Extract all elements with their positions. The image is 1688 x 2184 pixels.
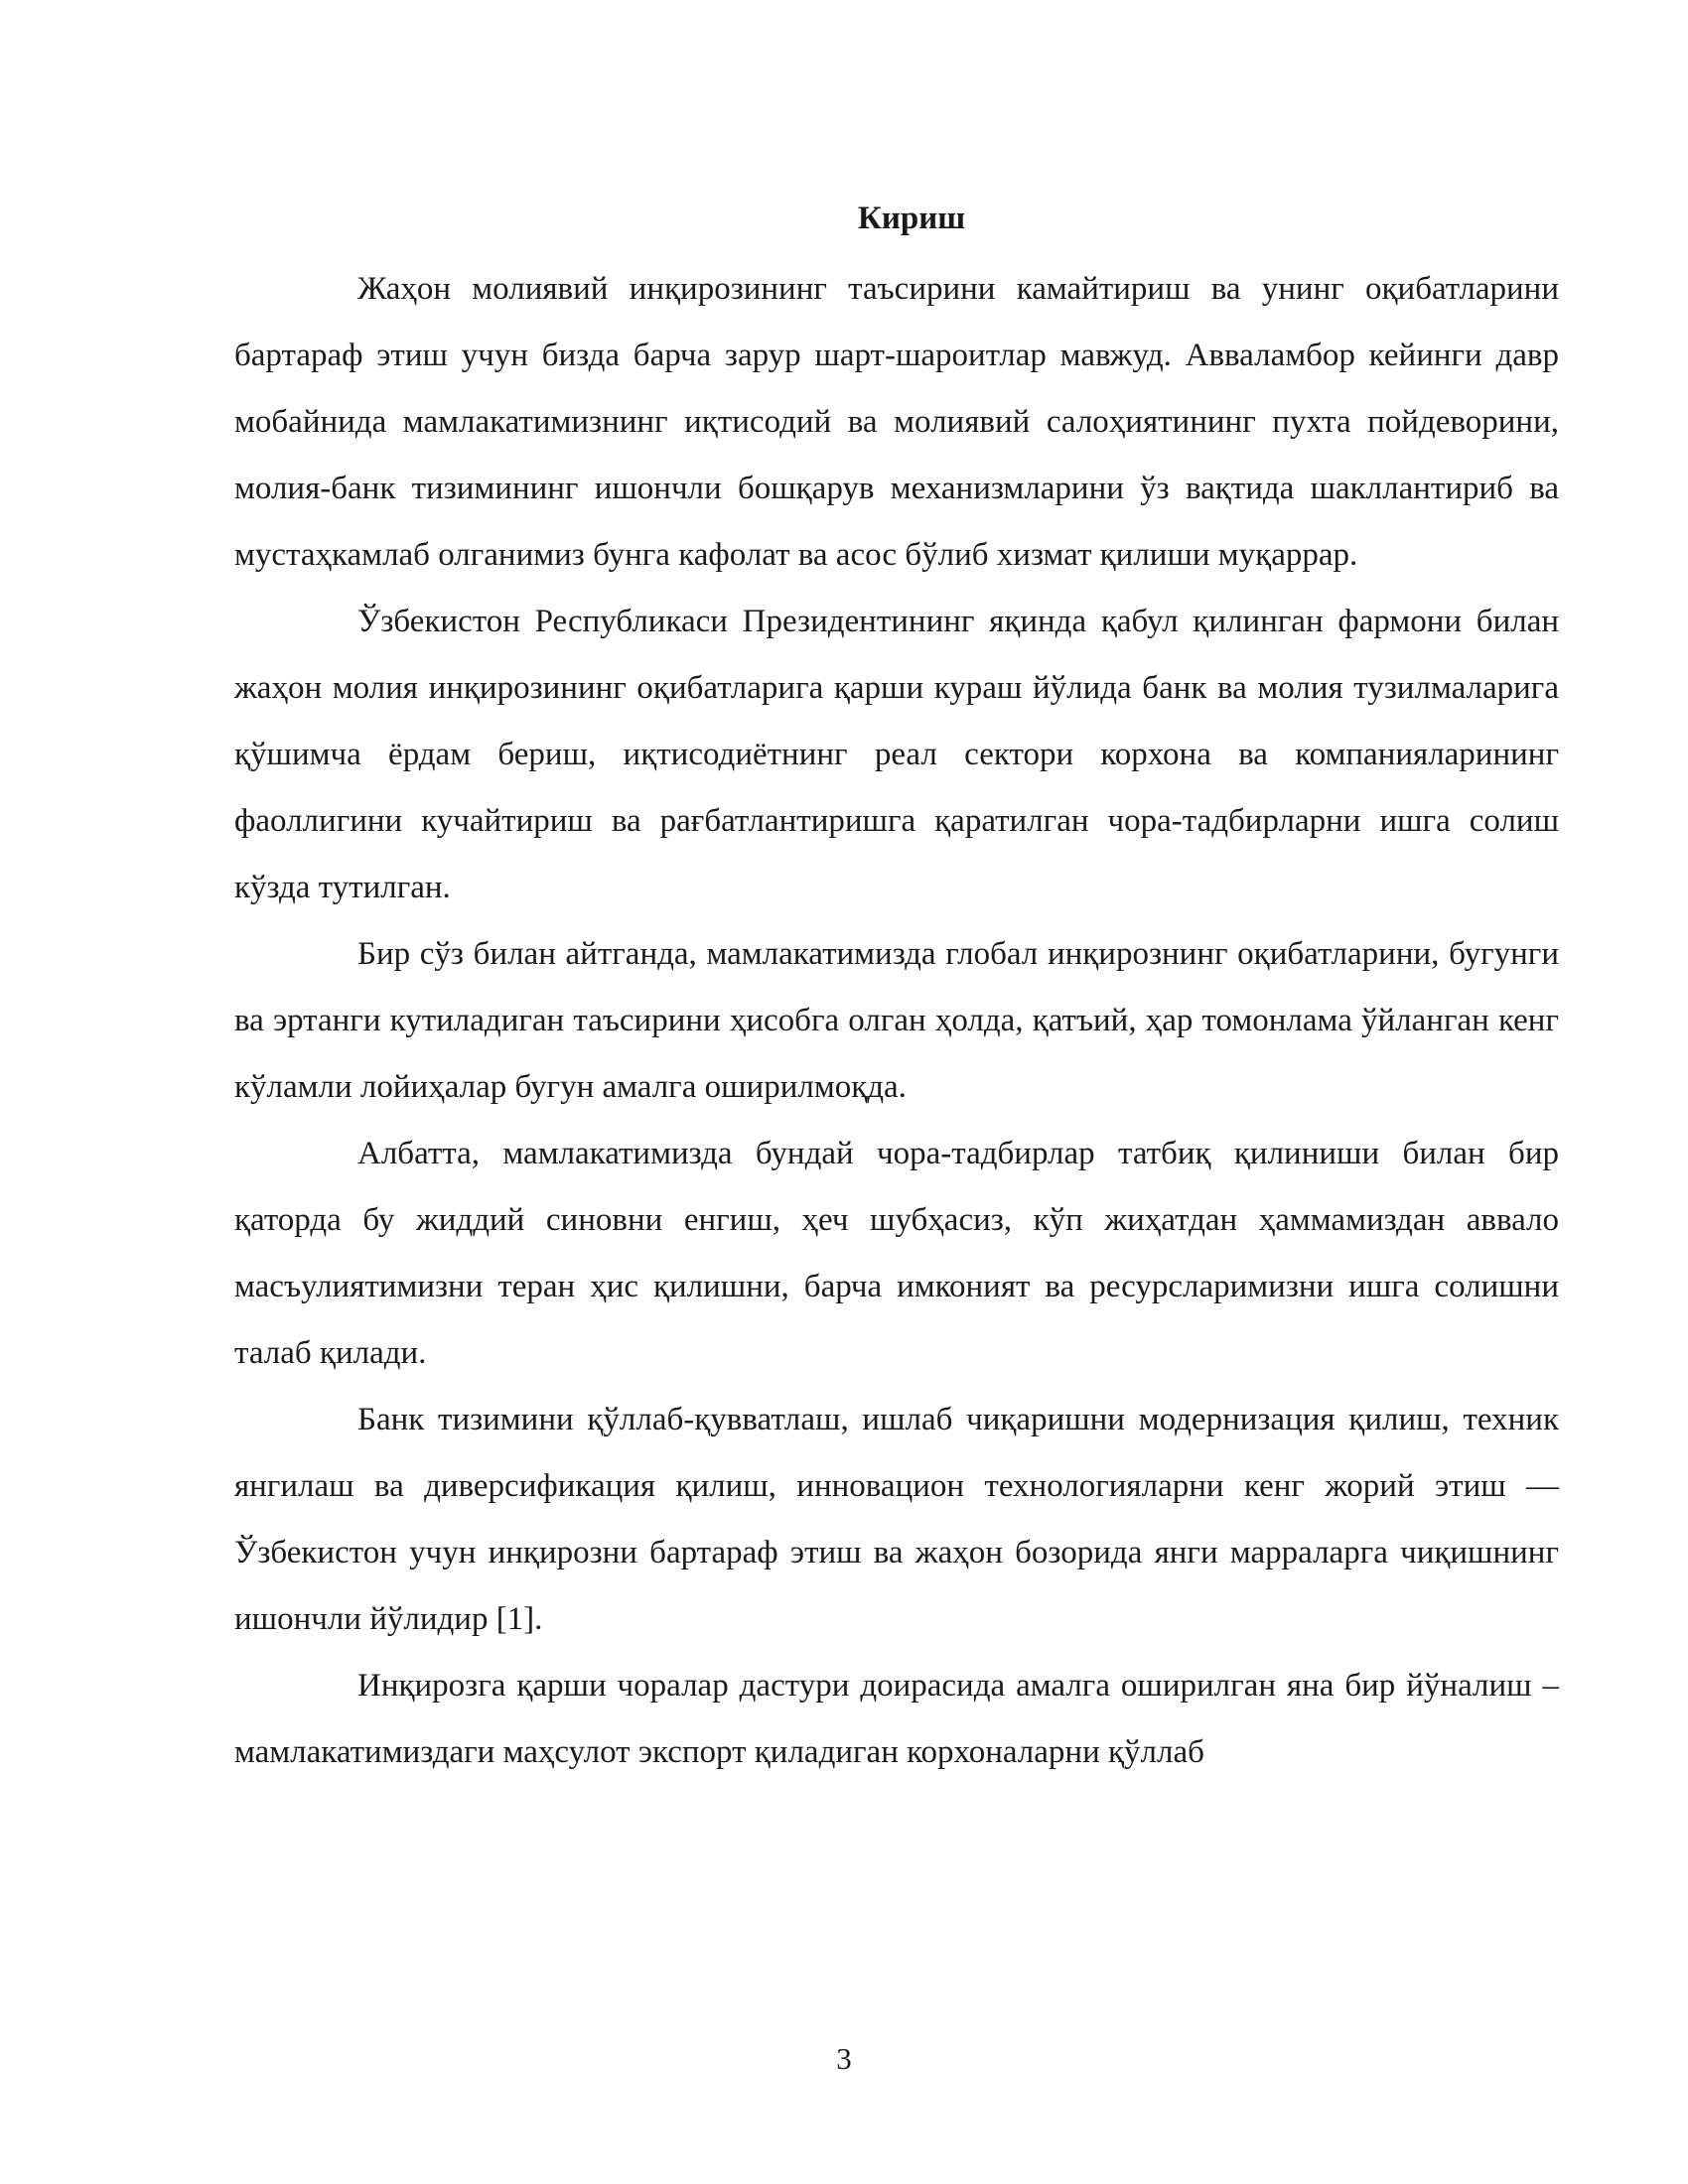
paragraph: Албатта, мамлакатимизда бундай чора-тадбирлар татбиқ қилиниши билан бир қаторда бу жиддий синовни енгиш, ҳеч шубҳасиз, кўп жиҳатдан ҳаммамиздан аввало масъулиятимизни теран ҳис қилишни, барча имконият ва ресурсларимизни ишга солишни талаб қилади.	[234, 1136, 1559, 1371]
paragraph: Инқирозга қарши чоралар дастури доирасида амалга оширилган яна бир йўналиш –мамлакатимиздаги маҳсулот экспорт қиладиган корхоналарни қўллаб	[234, 1668, 1559, 1770]
paragraph: Жаҳон молиявий инқирозининг таъсирини камайтириш ва унинг оқибатларини бартараф этиш учун бизда барча зарур шарт-шароитлар мавжуд. Авваламбор кейинги давр мобайнида мамлакатимизнинг иқтисодий ва молиявий салоҳиятининг пухта пойдеворини, молия-банк тизимининг ишончли бошқарув механизмларини ўз вақтида шакллантириб ва мустаҳкамлаб олганимиз бунга кафолат ва асос бўлиб хизмат қилиши муқаррар.	[234, 271, 1559, 573]
section-heading: Кириш	[857, 201, 966, 236]
paragraph: Ўзбекистон Республикаси Президентининг яқинда қабул қилинган фармони билан жаҳон молия инқирозининг оқибатларига қарши кураш йўлида банк ва молия тузилмаларига қўшимча ёрдам бериш, иқтисодиётнинг реал сектори корхона ва компанияларининг фаоллигини кучайтириш ва рағбатлантиришга қаратилган чора-тадбирларни ишга солиш кўзда тутилган.	[234, 604, 1559, 905]
body-text	[234, 256, 1559, 1786]
page-number: 3	[836, 2041, 852, 2076]
paragraph: Бир сўз билан айтганда, мамлакатимизда глобал инқирознинг оқибатларини, бугунги ва эртанги кутиладиган таъсирини ҳисобга олган ҳолда, қатъий, ҳар томонлама ўйланган кенг кўламли лойиҳалар бугун амалга оширилмоқда.	[234, 936, 1559, 1105]
paragraph: Банк тизимини қўллаб-қувватлаш, ишлаб чиқаришни модернизация қилиш, техник янгилаш ва диверсификация қилиш, инновацион технологияларни кенг жорий этиш — Ўзбекистон учун инқирозни бартараф этиш ва жаҳон бозорида янги марраларга чиқишнинг ишончли йўлидир [1].	[234, 1402, 1559, 1637]
